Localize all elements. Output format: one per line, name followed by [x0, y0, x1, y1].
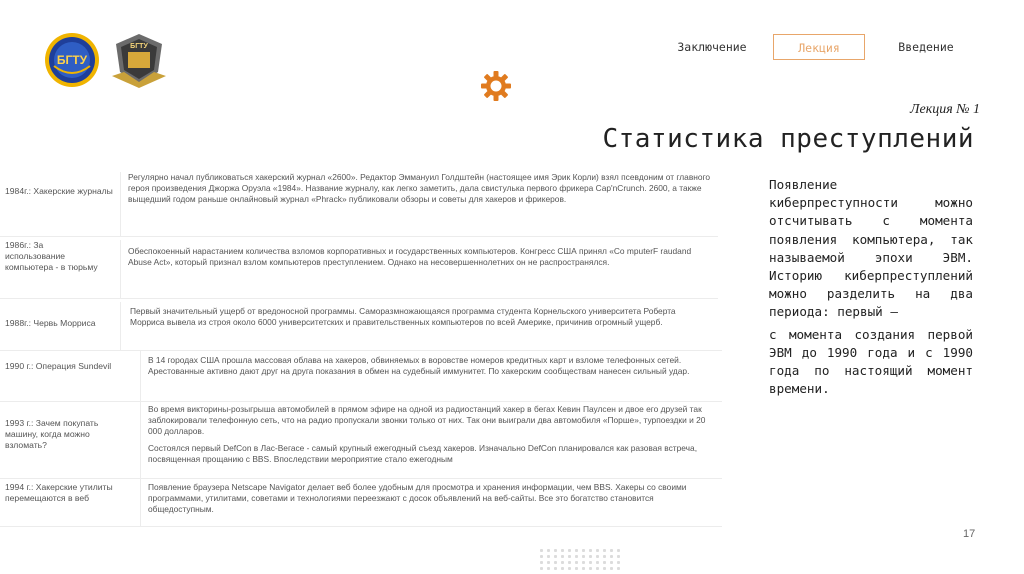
logo2-text: БГТУ: [130, 43, 148, 50]
decorative-dot: [554, 567, 557, 570]
row-text: [148, 404, 714, 470]
body-text: [769, 176, 973, 402]
decorative-dot: [582, 549, 585, 552]
decorative-dot: [547, 567, 550, 570]
decorative-dot: [582, 555, 585, 558]
decorative-dot: [610, 549, 613, 552]
row-text: [148, 355, 714, 382]
nav-lecture-link[interactable]: Лекция: [773, 34, 865, 60]
decorative-dot: [617, 549, 620, 552]
decorative-dot: [610, 561, 613, 564]
decorative-dot: [617, 555, 620, 558]
decorative-dot: [547, 561, 550, 564]
decorative-dot: [603, 561, 606, 564]
decorative-dot: [596, 549, 599, 552]
row-year: 1993 г.: Зачем покупать машину, когда можно взломать?: [5, 418, 99, 450]
body-paragraph-2: с момента создания первой ЭВМ до 1990 года и с 1990 года по настоящий момент времени.: [769, 326, 973, 397]
decorative-dot: [617, 567, 620, 570]
decorative-dot: [596, 555, 599, 558]
lecture-number: Лекция № 1: [910, 102, 980, 117]
decorative-dot: [547, 555, 550, 558]
row-year: 1988г.: Червь Морриса: [5, 318, 96, 328]
decorative-dot: [603, 549, 606, 552]
column-divider: [140, 351, 141, 401]
decorative-dot: [547, 549, 550, 552]
bgtu-logo-left: [44, 32, 100, 88]
row-year: 1994 г.: Хакерские утилиты перемещаются в веб: [5, 482, 113, 503]
decorative-dot: [540, 561, 543, 564]
decorative-dot: [589, 549, 592, 552]
row-text: [128, 246, 712, 273]
decorative-dot: [589, 567, 592, 570]
column-divider: [120, 172, 121, 236]
row-text: [148, 482, 714, 521]
decorative-dot: [575, 561, 578, 564]
nav-introduction-link[interactable]: Введение: [898, 40, 954, 54]
nav-conclusion-link[interactable]: Заключение: [677, 40, 747, 54]
decorative-dot: [617, 561, 620, 564]
table-row: [0, 240, 718, 299]
decorative-dot: [540, 567, 543, 570]
page-title: Статистика преступлений: [602, 124, 974, 154]
decorative-dot: [610, 567, 613, 570]
decorative-dot: [568, 555, 571, 558]
page-number: 17: [963, 528, 976, 540]
table-row: [0, 302, 718, 351]
decorative-dot: [603, 567, 606, 570]
decorative-dot: [540, 549, 543, 552]
table-row: [0, 350, 722, 402]
decorative-dot: [561, 555, 564, 558]
column-divider: [140, 400, 141, 478]
row-text: [128, 172, 712, 211]
decorative-dot: [568, 561, 571, 564]
logo1-text: БГТУ: [56, 53, 88, 67]
row-year: 1990 г.: Операция Sundevil: [5, 361, 112, 371]
decorative-dot: [575, 549, 578, 552]
decorative-dot: [610, 555, 613, 558]
decorative-dot: [561, 561, 564, 564]
decorative-dot: [554, 561, 557, 564]
table-row: [0, 478, 722, 527]
row-paragraph: Регулярно начал публиковаться хакерский журнал «2600». Редактор Эммануил Голдштейн (настоящее имя Эрик Корли) взял псевдоним от главного героя произведения Джоржа Оруэла «1984». Название журналу, как легко заметить, дала свистулька первого фрикера Cap'nCrunch. 2600, а также выщедший годом раньше онлайновый журнал «Phrack» публиковали обзоры и советы для хакеров и фрикеров.: [128, 172, 711, 205]
decorative-dot: [596, 561, 599, 564]
decorative-dot: [568, 549, 571, 552]
bgtu-logo-right: [110, 32, 168, 88]
table-row: [0, 400, 722, 479]
row-text: [130, 306, 710, 333]
row-paragraph: Обеспокоенный нарастанием количества взломов корпоративных и государственных компьютеров. Конгресс США принял «Co mputerF raudand Abuse Act», который признал взлом компьютеров преступлением. Однако на несовершеннолетних он не распространялся.: [128, 246, 692, 268]
row-paragraph: Появление браузера Netscape Navigator делает веб более удобным для просмотра и хранения информации, чем BBS. Хакеры со своими программами, утилитами, советами и технологиями переезжают с досок объявлений на веб-сайты. Все это богатство становится общедоступным.: [148, 482, 687, 515]
timeline-table: [0, 160, 725, 528]
decorative-dot: [596, 567, 599, 570]
decorative-dot: [561, 549, 564, 552]
decorative-dot: [561, 567, 564, 570]
row-paragraph: Во время викторины-розыгрыша автомобилей в прямом эфире на одной из радиостанций хакер в бегах Кевин Паулсен и двое его друзей так заблокировали телефонную сеть, что на радио пропускали звонки только от них. Так они выиграли два автомобиля «Порше», турпоездки и 20 000 долларов.: [148, 404, 706, 437]
row-paragraph: Состоялся первый DefCon в Лас-Вегасе - самый крупный ежегодный съезд хакеров. Изначально DefCon планировался как разовая встреча, посвященная прощанию с BBS. Впоследствии мероприятие стало ежегодным: [148, 442, 698, 464]
row-year: 1986г.: За использование компьютера - в тюрьму: [5, 240, 98, 272]
table-row: [0, 172, 718, 237]
decorative-dot: [589, 555, 592, 558]
decorative-dot: [582, 561, 585, 564]
gear-icon: [480, 70, 512, 102]
row-paragraph: В 14 городах США прошла массовая облава на хакеров, обвиняемых в воровстве номеров кредитных карт и взломе телефонных сетей. Арестованные активно дают друг на друга показания в обмен на судебный иммунитет. По хакерским сообществам нанесен сильный удар.: [148, 355, 690, 377]
decorative-dot: [582, 567, 585, 570]
decorative-dot: [568, 567, 571, 570]
decorative-dot: [575, 555, 578, 558]
column-divider: [120, 240, 121, 298]
body-paragraph-1: Появление киберпреступности можно отсчитывать с момента появления компьютера, так называемой эпохи ЭВМ. Историю киберпреступлений можно разделить на два периода: первый –: [769, 177, 973, 320]
decorative-dot: [554, 555, 557, 558]
column-divider: [140, 478, 141, 526]
decorative-dot: [603, 555, 606, 558]
decorative-dot: [554, 549, 557, 552]
row-paragraph: Первый значительный ущерб от вредоносной программы. Саморазмножающаяся программа студента Корнельского университета Роберта Морриса вывела из строя около 6000 университетских и правительственных компьютеров по всей Америке, причинив огромный ущерб.: [130, 306, 676, 328]
decorative-dot: [589, 561, 592, 564]
row-year: 1984г.: Хакерские журналы: [5, 186, 113, 196]
decorative-dot: [540, 555, 543, 558]
decorative-dot: [575, 567, 578, 570]
